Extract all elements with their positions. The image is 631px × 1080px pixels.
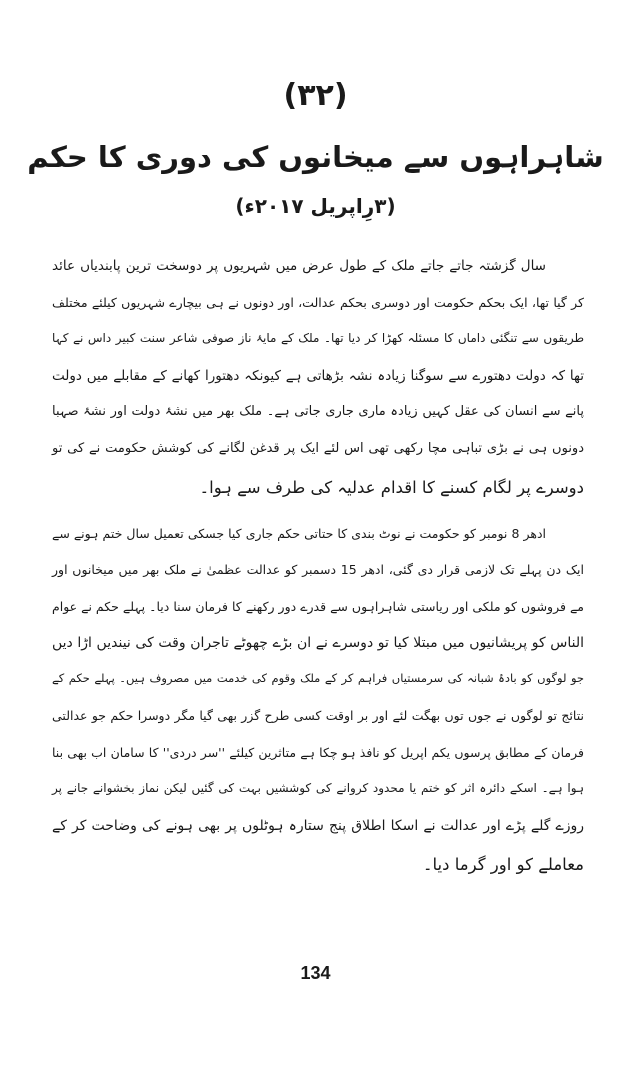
text-line: دوسرے پر لگام کسنے کا اقدام عدلیہ کی طرف سے ہوا۔ bbox=[199, 478, 584, 497]
text-line: فرمان کے مطابق پرسوں یکم اپریل کو نافذ ہو چکا ہے متاثرین کیلئے ''سر دردی'' کا سامان اب بھی بنا bbox=[52, 744, 584, 760]
text-line: ہوا ہے۔ اسکے دائرہ اثر کو ختم یا محدود کروانے کی کوششیں بہت کی گئیں لیکن نماز بخشوانے جانے پر bbox=[52, 781, 584, 795]
paragraph bbox=[52, 524, 584, 889]
text-line: تھا کہ دولت دھتورے سے سوگنا زیادہ نشہ بڑھاتی ہے کیونکہ دھتورا کھانے کے مقابلے میں دولت bbox=[52, 367, 584, 384]
chapter-number: (۳۲) bbox=[283, 78, 348, 113]
chapter-title: شاہراہوں سے میخانوں کی دوری کا حکم bbox=[27, 140, 604, 174]
text-line: روزے گلے پڑے اور عدالت نے اسکا اطلاق پنج ستارہ ہوٹلوں پر بھی ہونے کی وضاحت کر کے bbox=[52, 817, 584, 834]
text-line: دونوں ہی نے بڑی تباہی مچا رکھی تھی اس لئے ایک پر قدغن لگانے کی کوشش حکومت نے کی تو bbox=[52, 440, 584, 456]
text-line: مے فروشوں کو ملکی اور ریاستی شاہراہوں سے قدرے دور رکھنے کا فرمان سنا دیا۔ پہلے حکم نے عوام bbox=[52, 598, 584, 614]
text-line: ایک دن پہلے تک لازمی قرار دی گئی، ادھر 15 دسمبر کو عدالت عظمیٰ نے ملک بھر میں میخانوں اور bbox=[52, 562, 585, 577]
text-line: الناس کو پریشانیوں میں مبتلا کیا تو دوسرے نے ان بڑے چھوٹے تاجران وقت کی نیندیں اڑا دیں bbox=[52, 635, 584, 651]
text-line: طریقوں سے تنگئی داماں کا مسئلہ کھڑا کر دیا تھا۔ ملک کے مایۂ ناز صوفی شاعر سنت کبیر داس نے کہا bbox=[52, 331, 584, 345]
text-line: معاملے کو اور گرما دیا۔ bbox=[422, 855, 584, 874]
paragraph bbox=[52, 256, 584, 512]
text-line: ادھر 8 نومبر کو حکومت نے نوٹ بندی کا حتاتی حکم جاری کیا جسکی تعمیل سال ختم ہونے سے bbox=[52, 525, 546, 541]
text-line: کر گیا تھا، ایک بحکم حکومت اور دوسری بحکم عدالت، اور دونوں نے ہی بیچارے شہریوں کیلئے مختلف bbox=[52, 294, 584, 310]
chapter-body bbox=[52, 256, 584, 889]
text-line: سال گزشتہ جاتے جاتے ملک کے طول عرض میں شہریوں پر دوسخت ترین پابندیاں عائد bbox=[52, 258, 546, 274]
text-line: جو لوگوں کو بادۂ شبانہ کی سرمستیاں فراہم کر کے ملک وقوم کی خدمت میں مصروف ہیں۔ پہلے حکم کے bbox=[52, 670, 584, 685]
page-number: 134 bbox=[300, 963, 331, 983]
chapter-date: (۳رِاپریل ۲۰۱۷ء) bbox=[235, 194, 396, 218]
text-line: نتائج تو لوگوں نے جوں توں بھگت لئے اور بر اوقت کسی طرح گزر بھی گیا مگر دوسرا حکم جو عدالتی bbox=[52, 708, 584, 723]
text-line: پانے سے انسان کی عقل کہیں زیادہ ماری جاری جاتی ہے۔ ملک بھر میں نشۂ دولت اور نشۂ صہبا bbox=[52, 404, 584, 419]
